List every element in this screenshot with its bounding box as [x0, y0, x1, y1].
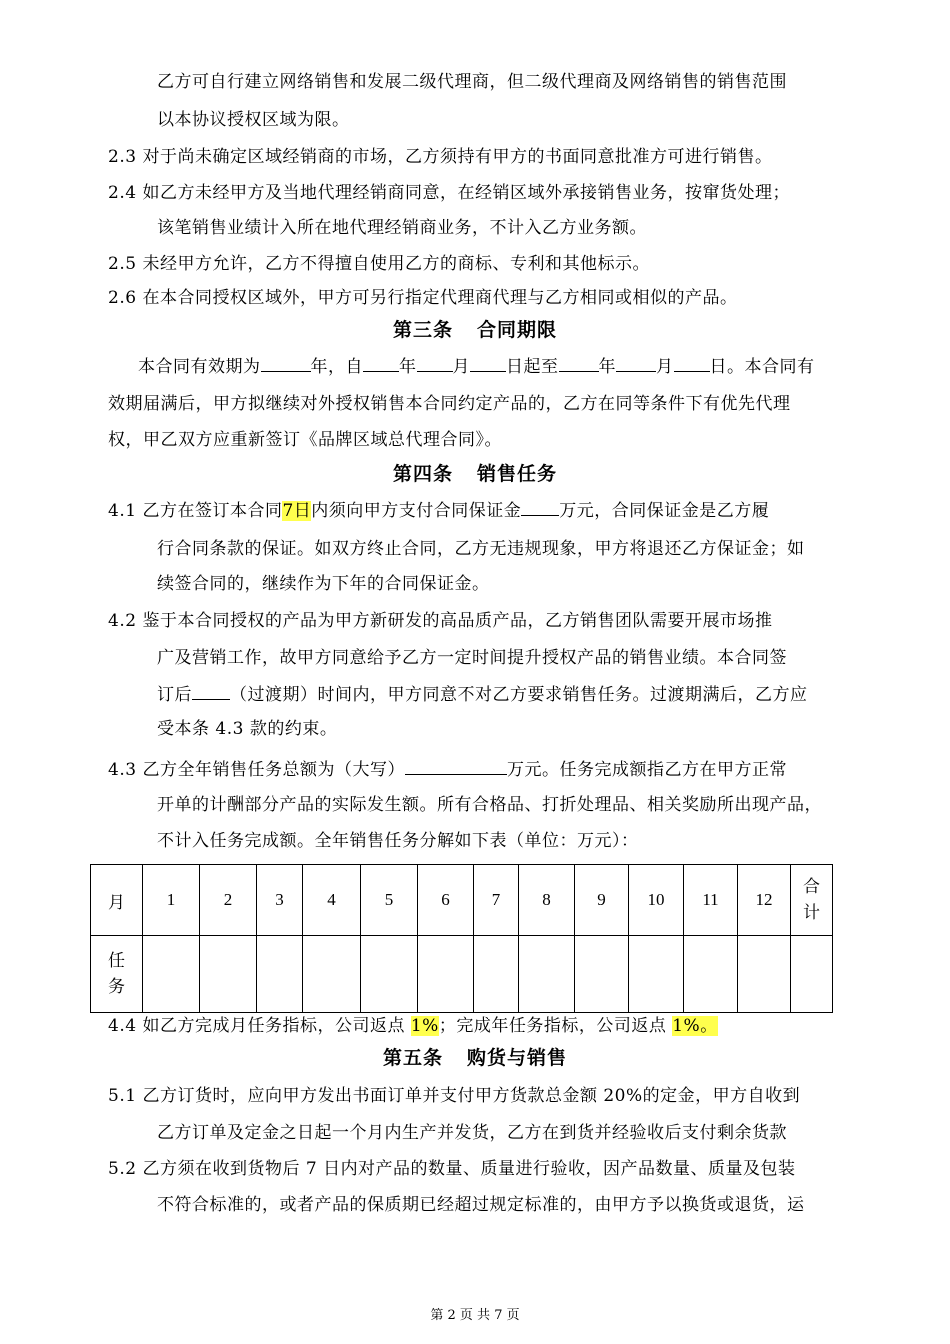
task-cell[interactable]: [143, 936, 200, 1013]
paragraph-line: 不符合标准的，或者产品的保质期已经超过规定标准的，由甲方予以换货或退货，运: [157, 1195, 805, 1215]
highlighted-rebate-annual: 1%。: [672, 1016, 718, 1036]
article-4-heading: 第四条 销售任务: [392, 463, 558, 485]
table-header-month: 月: [91, 865, 143, 936]
blank-end-day: [674, 354, 710, 372]
task-cell[interactable]: [519, 936, 575, 1013]
blank-transition-period: [192, 682, 230, 700]
blank-start-month: [417, 354, 453, 372]
task-cell[interactable]: [257, 936, 303, 1013]
month-cell: 3: [257, 865, 303, 936]
month-cell: 12: [738, 865, 791, 936]
paragraph-line: 受本条 4.3 款的约束。: [157, 719, 338, 739]
task-cell[interactable]: [200, 936, 257, 1013]
paragraph-line: 广及营销工作，故甲方同意给予乙方一定时间提升授权产品的销售业绩。本合同签: [157, 648, 787, 668]
article-5-heading: 第五条 购货与销售: [382, 1047, 568, 1069]
blank-end-year: [559, 354, 599, 372]
clause-4-1: 4.1 乙方在签订本合同7日内须向甲方支付合同保证金 万元，合同保证金是乙方履: [108, 498, 769, 523]
task-cell[interactable]: [738, 936, 791, 1013]
paragraph-line: 订后 （过渡期）时间内，甲方同意不对乙方要求销售任务。过渡期满后，乙方应: [157, 682, 808, 707]
task-cell[interactable]: [575, 936, 629, 1013]
paragraph-line: 续签合同的，继续作为下年的合同保证金。: [157, 574, 490, 594]
month-cell: 6: [418, 865, 474, 936]
blank-deposit: [521, 498, 559, 516]
month-cell: 5: [361, 865, 418, 936]
table-header-total: 合计: [791, 865, 833, 936]
clause-5-2: 5.2 乙方须在收到货物后 7 日内对产品的数量、质量进行验收，因产品数量、质量及包装: [108, 1159, 796, 1179]
paragraph-line: 乙方订单及定金之日起一个月内生产并发货，乙方在到货并经验收后支付剩余货款: [157, 1123, 787, 1143]
blank-years: [261, 354, 311, 372]
paragraph-line: 权，甲乙双方应重新签订《品牌区域总代理合同》。: [108, 430, 502, 450]
blank-start-day: [470, 354, 506, 372]
paragraph-line: 乙方可自行建立网络销售和发展二级代理商，但二级代理商及网络销售的销售范围: [157, 72, 787, 92]
paragraph-line: 开单的计酬部分产品的实际发生额。所有合格品、打折处理品、相关奖励所出现产品，: [157, 795, 822, 815]
clause-2-3: 2.3 对于尚未确定区域经销商的市场，乙方须持有甲方的书面同意批准方可进行销售。: [108, 147, 773, 167]
highlighted-rebate-monthly: 1%: [410, 1016, 439, 1036]
month-cell: 1: [143, 865, 200, 936]
paragraph-line: 以本协议授权区域为限。: [157, 110, 350, 130]
month-cell: 2: [200, 865, 257, 936]
task-cell[interactable]: [474, 936, 519, 1013]
paragraph-line: 效期届满后，甲方拟继续对外授权销售本合同约定产品的，乙方在同等条件下有优先代理: [108, 394, 791, 414]
clause-2-6: 2.6 在本合同授权区域外，甲方可另行指定代理商代理与乙方相同或相似的产品。: [108, 288, 738, 308]
sales-task-table: [90, 864, 833, 1013]
blank-start-year: [363, 354, 399, 372]
paragraph-line: 行合同条款的保证。如双方终止合同，乙方无违规现象，甲方将退还乙方保证金；如: [157, 539, 805, 559]
paragraph-line: 不计入任务完成额。全年销售任务分解如下表（单位：万元）：: [157, 831, 639, 851]
article-3-paragraph: 本合同有效期为 年，自 年 月 日起至 年 月 日。本合同有: [138, 354, 815, 379]
clause-2-5: 2.5 未经甲方允许，乙方不得擅自使用乙方的商标、专利和其他标示。: [108, 254, 650, 274]
paragraph-line: 该笔销售业绩计入所在地代理经销商业务，不计入乙方业务额。: [157, 218, 647, 238]
table-header-task: 任务: [91, 936, 143, 1013]
blank-end-month: [616, 354, 656, 372]
highlighted-days: 7日: [282, 501, 312, 521]
month-cell: 11: [684, 865, 738, 936]
month-cell: 9: [575, 865, 629, 936]
month-cell: 7: [474, 865, 519, 936]
clause-2-4: 2.4 如乙方未经甲方及当地代理经销商同意，在经销区域外承接销售业务，按窜货处理；: [108, 183, 790, 203]
task-cell[interactable]: [629, 936, 684, 1013]
month-cell: 10: [629, 865, 684, 936]
page-footer: 第 2 页 共 7 页: [430, 1308, 520, 1323]
clause-4-3: 4.3 乙方全年销售任务总额为（大写） 万元。任务完成额指乙方在甲方正常: [108, 757, 787, 782]
clause-4-4: 4.4 如乙方完成月任务指标，公司返点 1%；完成年任务指标，公司返点 1%。: [108, 1016, 718, 1036]
article-3-heading: 第三条 合同期限: [392, 319, 558, 341]
month-cell: 4: [303, 865, 361, 936]
blank-annual-total: [405, 757, 507, 775]
month-cell: 8: [519, 865, 575, 936]
clause-5-1: 5.1 乙方订货时，应向甲方发出书面订单并支付甲方货款总金额 20%的定金，甲方自收到: [108, 1086, 801, 1106]
task-cell[interactable]: [361, 936, 418, 1013]
clause-4-2: 4.2 鉴于本合同授权的产品为甲方新研发的高品质产品，乙方销售团队需要开展市场推: [108, 611, 773, 631]
task-cell[interactable]: [418, 936, 474, 1013]
task-cell[interactable]: [684, 936, 738, 1013]
task-total-cell[interactable]: [791, 936, 833, 1013]
task-cell[interactable]: [303, 936, 361, 1013]
